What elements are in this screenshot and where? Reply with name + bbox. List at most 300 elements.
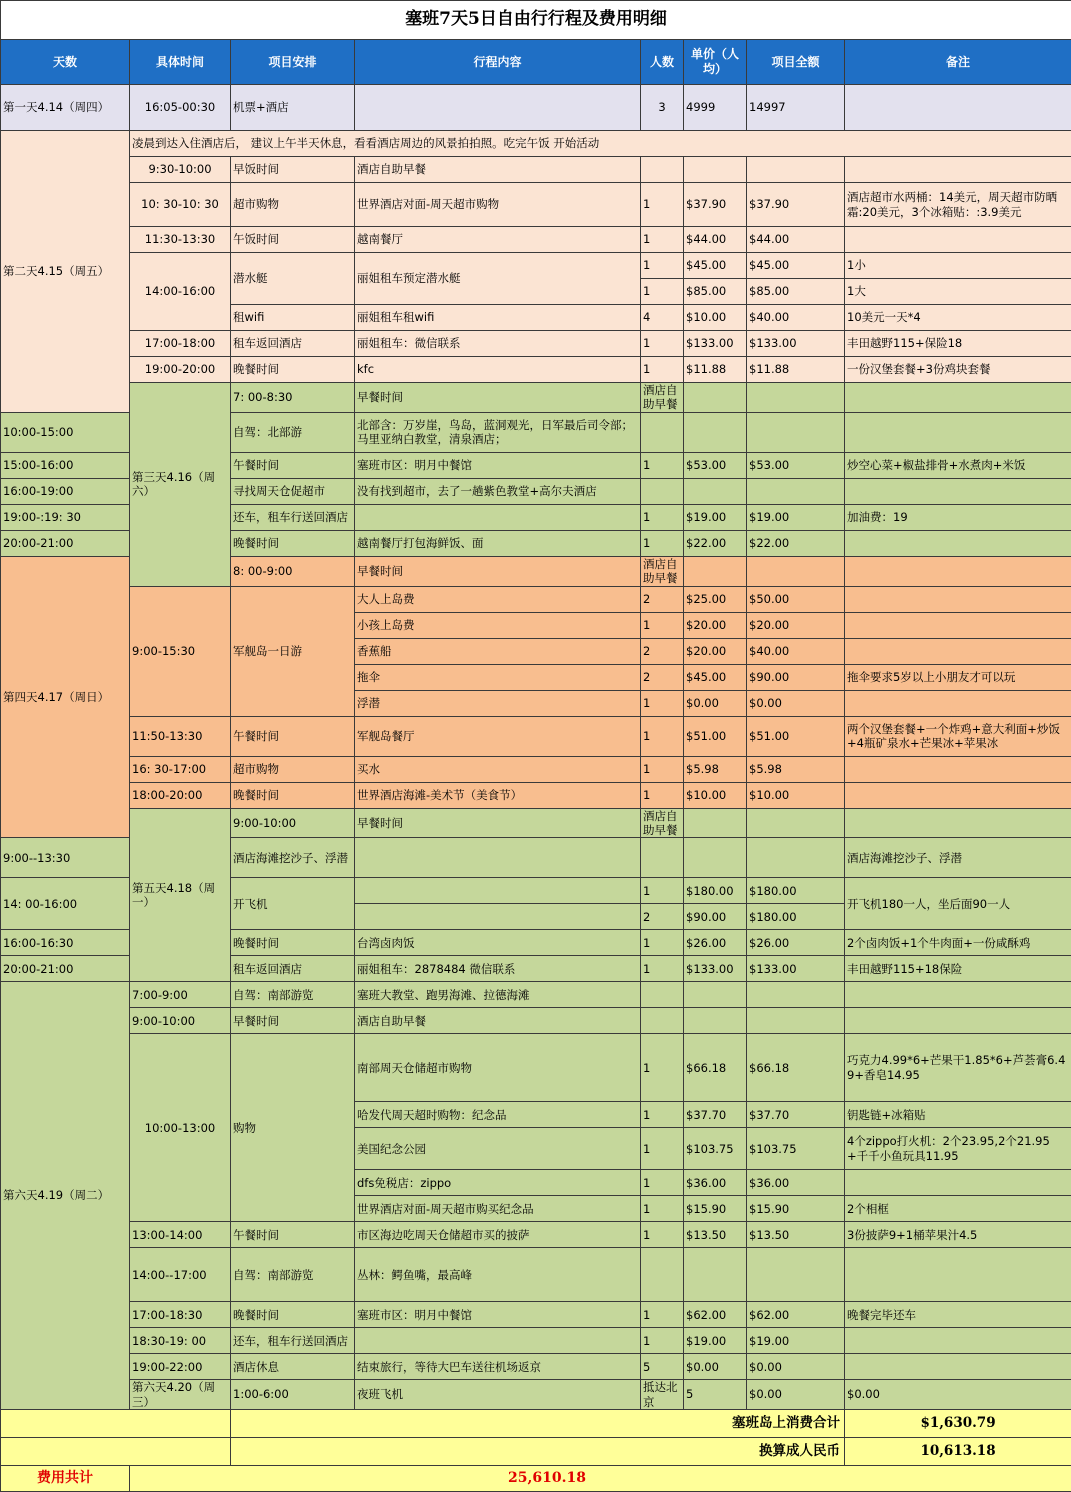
unit-cell: $90.00 (684, 904, 747, 930)
time-cell: 19:00-22:00 (130, 1354, 231, 1380)
time-cell: 14:00-16:00 (130, 253, 231, 331)
time-cell: 10:00-13:00 (130, 1034, 231, 1222)
item-cell: 自驾：南部游览 (231, 1248, 355, 1302)
unit-cell: $5.98 (684, 756, 747, 782)
remark-cell (845, 612, 1071, 638)
content-cell (355, 838, 641, 878)
people-cell: 1 (641, 279, 684, 305)
content-cell: 酒店自助早餐 (641, 383, 684, 413)
remark-cell (845, 1354, 1071, 1380)
day-label: 第二天4.15（周五） (1, 131, 130, 413)
time-cell: 9:30-10:00 (130, 157, 231, 183)
table-row (1, 357, 1071, 383)
rmb-total-label: 换算成人民币 (231, 1438, 845, 1466)
time-cell: 10:00-15:00 (1, 412, 130, 452)
table-row (1, 1222, 1071, 1248)
content-cell: 越南餐厅 (355, 227, 641, 253)
people-cell (684, 808, 747, 838)
remark-cell: 两个汉堡套餐+一个炸鸡+意大利面+炒饭+4瓶矿泉水+芒果冰+苹果冰 (845, 716, 1071, 756)
remark-cell: 巧克力4.99*6+芒果干1.85*6+芦荟膏6.49+香皂14.95 (845, 1034, 1071, 1102)
content-cell: 抵达北京 (641, 1380, 684, 1410)
time-cell: 11:30-13:30 (130, 227, 231, 253)
people-cell (684, 383, 747, 413)
amount-cell: $13.50 (747, 1222, 845, 1248)
day-label: 第一天4.14（周四） (1, 85, 130, 131)
content-cell: 大人上岛费 (355, 586, 641, 612)
remark-cell (845, 1328, 1071, 1354)
table-row (1, 982, 1071, 1008)
content-cell (355, 1328, 641, 1354)
people-cell: 1 (641, 183, 684, 227)
remark-cell: 晚餐完毕还车 (845, 1302, 1071, 1328)
remark-cell: 酒店超市水两桶：14美元，周天超市防晒霜:20美元，3个冰箱贴：:3.9美元 (845, 183, 1071, 227)
item-cell: 早餐时间 (231, 1008, 355, 1034)
unit-cell (684, 1008, 747, 1034)
amount-cell (845, 556, 1071, 586)
table-row (1, 1328, 1071, 1354)
item-cell: 午餐时间 (231, 716, 355, 756)
content-cell: 世界酒店对面-周天超市购物 (355, 183, 641, 227)
remark-cell (845, 982, 1071, 1008)
content-cell: 酒店自助早餐 (641, 556, 684, 586)
amount-cell: $103.75 (747, 1128, 845, 1170)
people-cell: 1 (641, 452, 684, 478)
content-cell: 南部周天仓储超市购物 (355, 1034, 641, 1102)
content-cell: dfs免税店：zippo (355, 1170, 641, 1196)
content-cell (355, 85, 641, 131)
amount-cell: $90.00 (747, 664, 845, 690)
amount-cell: $50.00 (747, 586, 845, 612)
amount-cell: $53.00 (747, 452, 845, 478)
time-cell: 9:00--13:30 (1, 838, 130, 878)
content-cell: 台湾卤肉饭 (355, 930, 641, 956)
item-cell: 超市购物 (231, 183, 355, 227)
people-cell: 1 (641, 1222, 684, 1248)
unit-cell: $10.00 (684, 305, 747, 331)
item-cell: 自驾：北部游 (231, 412, 355, 452)
header-item: 项目安排 (231, 40, 355, 85)
people-cell: 1 (641, 930, 684, 956)
people-cell: 1 (641, 530, 684, 556)
time-cell: 16: 30-17:00 (130, 756, 231, 782)
unit-cell: $45.00 (684, 664, 747, 690)
remark-cell (845, 412, 1071, 452)
unit-cell: $53.00 (684, 452, 747, 478)
people-cell: 1 (641, 504, 684, 530)
item-cell: 晚餐时间 (231, 1302, 355, 1328)
remark-cell (845, 227, 1071, 253)
header-content: 行程内容 (355, 40, 641, 85)
header-unit-price: 单价（人均） (684, 40, 747, 85)
amount-cell: $62.00 (747, 1302, 845, 1328)
item-cell: 午餐时间 (231, 1222, 355, 1248)
time-cell: 13:00-14:00 (130, 1222, 231, 1248)
unit-cell: $0.00 (747, 1380, 845, 1410)
time-cell: 8: 00-9:00 (231, 556, 355, 586)
unit-cell: $13.50 (684, 1222, 747, 1248)
unit-cell: $180.00 (684, 878, 747, 904)
day-label: 第三天4.16（周六） (130, 383, 231, 587)
people-cell: 5 (684, 1380, 747, 1410)
unit-cell (684, 478, 747, 504)
people-cell: 1 (641, 1170, 684, 1196)
amount-cell: $45.00 (747, 253, 845, 279)
people-cell: 1 (641, 1196, 684, 1222)
amount-cell: $19.00 (747, 1328, 845, 1354)
island-total-value: $1,630.79 (845, 1410, 1071, 1438)
unit-cell: $133.00 (684, 956, 747, 982)
remark-cell (845, 478, 1071, 504)
remark-cell: 1大 (845, 279, 1071, 305)
people-cell: 1 (641, 612, 684, 638)
people-cell (641, 838, 684, 878)
people-cell (641, 412, 684, 452)
table-row (1, 716, 1071, 756)
time-cell: 9:00-10:00 (231, 808, 355, 838)
people-cell (641, 157, 684, 183)
table-row (1, 586, 1071, 612)
time-cell: 11:50-13:30 (130, 716, 231, 756)
content-cell: 买水 (355, 756, 641, 782)
unit-cell: $103.75 (684, 1128, 747, 1170)
remark-cell: 1小 (845, 253, 1071, 279)
item-cell: 租wifi (231, 305, 355, 331)
content-cell: 酒店自助早餐 (355, 1008, 641, 1034)
people-cell: 1 (641, 756, 684, 782)
amount-cell: $37.90 (747, 183, 845, 227)
content-cell: 拖伞 (355, 664, 641, 690)
amount-cell: $0.00 (747, 1354, 845, 1380)
remark-cell (845, 1248, 1071, 1302)
grand-total-row (1, 1466, 1071, 1492)
content-cell: 北部含：万岁崖，鸟岛，蓝洞观光，日军最后司令部；马里亚纳白教堂，清泉酒店； (355, 412, 641, 452)
time-cell: 17:00-18:30 (130, 1302, 231, 1328)
item-cell: 早饭时间 (231, 157, 355, 183)
item-cell: 还车，租车行送回酒店 (231, 504, 355, 530)
unit-cell (684, 412, 747, 452)
people-cell: 1 (641, 1102, 684, 1128)
table-row (1, 1034, 1071, 1102)
people-cell: 2 (641, 586, 684, 612)
people-cell: 2 (641, 904, 684, 930)
people-cell: 1 (641, 1128, 684, 1170)
header-row (1, 40, 1071, 85)
content-cell: 丛林：鳄鱼嘴，最高峰 (355, 1248, 641, 1302)
people-cell: 1 (641, 690, 684, 716)
unit-cell: $15.90 (684, 1196, 747, 1222)
table-row (1, 383, 1071, 413)
item-cell: 酒店休息 (231, 1354, 355, 1380)
amount-cell (747, 838, 845, 878)
content-cell: 结束旅行，等待大巴车送往机场返京 (355, 1354, 641, 1380)
remark-cell: 10美元一天*4 (845, 305, 1071, 331)
unit-cell (684, 1248, 747, 1302)
note-cell: 凌晨到达入住酒店后， 建议上午半天休息，看看酒店周边的风景拍拍照。吃完午饭 开始活动 (130, 131, 1071, 157)
item-cell: 还车，租车行送回酒店 (231, 1328, 355, 1354)
content-cell: 越南餐厅打包海鲜饭、面 (355, 530, 641, 556)
item-cell: 夜班飞机 (355, 1380, 641, 1410)
time-cell: 9:00-15:30 (130, 586, 231, 716)
amount-cell: $85.00 (747, 279, 845, 305)
content-cell (355, 504, 641, 530)
time-cell: 15:00-16:00 (1, 452, 130, 478)
people-cell: 1 (641, 357, 684, 383)
content-cell (355, 904, 641, 930)
remark-cell: 钥匙链+冰箱贴 (845, 1102, 1071, 1128)
header-people: 人数 (641, 40, 684, 85)
item-cell: 午饭时间 (231, 227, 355, 253)
amount-cell: $180.00 (747, 878, 845, 904)
time-cell: 14:00--17:00 (130, 1248, 231, 1302)
header-time: 具体时间 (130, 40, 231, 85)
remark-cell (845, 85, 1071, 131)
unit-cell (747, 383, 845, 413)
people-cell (684, 556, 747, 586)
table-row (1, 253, 1071, 279)
amount-cell: $51.00 (747, 716, 845, 756)
remark-cell: 2个相框 (845, 1196, 1071, 1222)
amount-cell: $5.98 (747, 756, 845, 782)
remark-cell: 拖伞要求5岁以上小朋友才可以玩 (845, 664, 1071, 690)
remark-cell (845, 756, 1071, 782)
amount-cell: $40.00 (747, 305, 845, 331)
people-cell: 1 (641, 956, 684, 982)
table-row (1, 227, 1071, 253)
remark-cell (845, 690, 1071, 716)
amount-cell: $22.00 (747, 530, 845, 556)
remark-cell: 3份披萨9+1桶苹果汁4.5 (845, 1222, 1071, 1248)
unit-cell: $19.00 (684, 504, 747, 530)
content-cell: 小孩上岛费 (355, 612, 641, 638)
remark-cell: 开飞机180一人，坐后面90一人 (845, 878, 1071, 930)
table-row (1, 782, 1071, 808)
item-cell: 晚餐时间 (231, 930, 355, 956)
unit-cell: $36.00 (684, 1170, 747, 1196)
day-label: 第五天4.18（周一） (130, 808, 231, 982)
unit-cell: $25.00 (684, 586, 747, 612)
time-cell: 16:05-00:30 (130, 85, 231, 131)
unit-cell (684, 982, 747, 1008)
remark-cell: 炒空心菜+椒盐排骨+水煮肉+米饭 (845, 452, 1071, 478)
item-cell: 酒店海滩挖沙子、浮潜 (231, 838, 355, 878)
content-cell: 塞班市区：明月中餐馆 (355, 452, 641, 478)
people-cell: 1 (641, 1328, 684, 1354)
time-cell: 20:00-21:00 (1, 956, 130, 982)
amount-cell (747, 1248, 845, 1302)
content-cell: 浮潜 (355, 690, 641, 716)
content-cell: 没有找到超市，去了一趟紫色教堂+高尔夫酒店 (355, 478, 641, 504)
time-cell: 16:00-19:00 (1, 478, 130, 504)
amount-cell: $19.00 (747, 504, 845, 530)
remark-cell (845, 1170, 1071, 1196)
people-cell: 2 (641, 638, 684, 664)
content-cell (355, 878, 641, 904)
day-label: 第六天4.19（周二） (1, 982, 130, 1410)
amount-cell: $133.00 (747, 331, 845, 357)
day-label: 第六天4.20（周三） (130, 1380, 231, 1410)
time-cell: 16:00-16:30 (1, 930, 130, 956)
table-row (1, 808, 1071, 838)
amount-cell: $0.00 (845, 1380, 1071, 1410)
time-cell: 20:00-21:00 (1, 530, 130, 556)
unit-cell (747, 808, 845, 838)
content-cell: 丽姐租车：2878484 微信联系 (355, 956, 641, 982)
table-row (1, 1354, 1071, 1380)
remark-cell (845, 586, 1071, 612)
people-cell: 1 (641, 227, 684, 253)
unit-cell (684, 157, 747, 183)
people-cell: 1 (641, 782, 684, 808)
item-cell: 开飞机 (231, 878, 355, 930)
unit-cell: $11.88 (684, 357, 747, 383)
summary-row (1, 1438, 1071, 1466)
item-cell: 早餐时间 (355, 383, 641, 413)
table-row (1, 1380, 1071, 1410)
content-cell: 丽姐租车租wifi (355, 305, 641, 331)
people-cell (641, 1008, 684, 1034)
amount-cell: $0.00 (747, 690, 845, 716)
unit-cell: $51.00 (684, 716, 747, 756)
item-cell: 晚餐时间 (231, 357, 355, 383)
header-remark: 备注 (845, 40, 1071, 85)
amount-cell (845, 808, 1071, 838)
amount-cell: $44.00 (747, 227, 845, 253)
content-cell: 香蕉船 (355, 638, 641, 664)
content-cell: 世界酒店对面-周天超市购买纪念品 (355, 1196, 641, 1222)
remark-cell: 丰田越野115+保险18 (845, 331, 1071, 357)
item-cell: 军舰岛一日游 (231, 586, 355, 716)
remark-cell (845, 782, 1071, 808)
remark-cell (845, 530, 1071, 556)
time-cell: 19:00-:19: 30 (1, 504, 130, 530)
people-cell: 4 (641, 305, 684, 331)
amount-cell: $36.00 (747, 1170, 845, 1196)
item-cell: 晚餐时间 (231, 782, 355, 808)
time-cell: 1:00-6:00 (231, 1380, 355, 1410)
grand-total-value: 25,610.18 (130, 1466, 1071, 1492)
people-cell (641, 1248, 684, 1302)
table-row (1, 157, 1071, 183)
item-cell: 机票+酒店 (231, 85, 355, 131)
content-cell: 丽姐租车预定潜水艇 (355, 253, 641, 305)
amount-cell: $40.00 (747, 638, 845, 664)
unit-cell: $37.90 (684, 183, 747, 227)
time-cell: 17:00-18:00 (130, 331, 231, 357)
item-cell: 购物 (231, 1034, 355, 1222)
table-row (1, 183, 1071, 227)
content-cell: 酒店自助早餐 (355, 157, 641, 183)
remark-cell: 酒店海滩挖沙子、浮潜 (845, 838, 1071, 878)
time-cell: 7:00-9:00 (130, 982, 231, 1008)
amount-cell: $11.88 (747, 357, 845, 383)
remark-cell: 加油费：19 (845, 504, 1071, 530)
amount-cell (747, 157, 845, 183)
amount-cell: $20.00 (747, 612, 845, 638)
unit-cell: $133.00 (684, 331, 747, 357)
unit-cell: 4999 (684, 85, 747, 131)
remark-cell (845, 1008, 1071, 1034)
table-row (1, 1008, 1071, 1034)
time-cell: 14: 00-16:00 (1, 878, 130, 930)
content-cell: 军舰岛餐厅 (355, 716, 641, 756)
content-cell: 美国纪念公园 (355, 1128, 641, 1170)
people-cell: 1 (641, 716, 684, 756)
content-cell: 世界酒店海滩-美术节（美食节） (355, 782, 641, 808)
amount-cell: 14997 (747, 85, 845, 131)
people-cell (641, 982, 684, 1008)
item-cell: 租车返回酒店 (231, 956, 355, 982)
item-cell: 自驾：南部游览 (231, 982, 355, 1008)
people-cell: 1 (641, 331, 684, 357)
amount-cell: $26.00 (747, 930, 845, 956)
unit-cell (747, 556, 845, 586)
page-title: 塞班7天5日自由行行程及费用明细 (1, 1, 1071, 40)
table-row (1, 756, 1071, 782)
time-cell: 7: 00-8:30 (231, 383, 355, 413)
summary-row (1, 1410, 1071, 1438)
header-day: 天数 (1, 40, 130, 85)
rmb-total-value: 10,613.18 (845, 1438, 1071, 1466)
remark-cell: 2个卤肉饭+1个牛肉面+一份咸酥鸡 (845, 930, 1071, 956)
content-cell: 塞班大教堂、跑男海滩、拉德海滩 (355, 982, 641, 1008)
content-cell: 哈发代周天超时购物：纪念品 (355, 1102, 641, 1128)
table-row (1, 331, 1071, 357)
remark-cell: 4个zippo打火机：2个23.95,2个21.95+千千小鱼玩具11.95 (845, 1128, 1071, 1170)
amount-cell: $37.70 (747, 1102, 845, 1128)
unit-cell: $66.18 (684, 1034, 747, 1102)
unit-cell: $20.00 (684, 612, 747, 638)
item-cell: 午餐时间 (231, 452, 355, 478)
content-cell: 塞班市区：明月中餐馆 (355, 1302, 641, 1328)
unit-cell: $22.00 (684, 530, 747, 556)
unit-cell: $0.00 (684, 690, 747, 716)
table-row (1, 85, 1071, 131)
unit-cell (684, 838, 747, 878)
unit-cell: $10.00 (684, 782, 747, 808)
item-cell: 租车返回酒店 (231, 331, 355, 357)
amount-cell (747, 478, 845, 504)
item-cell: 潜水艇 (231, 253, 355, 305)
day-label: 第四天4.17（周日） (1, 556, 130, 838)
people-cell (641, 478, 684, 504)
item-cell: 早餐时间 (355, 808, 641, 838)
people-cell: 2 (641, 664, 684, 690)
people-cell: 1 (641, 878, 684, 904)
people-cell: 1 (641, 253, 684, 279)
remark-cell: 丰田越野115+18保险 (845, 956, 1071, 982)
amount-cell: $15.90 (747, 1196, 845, 1222)
unit-cell: $45.00 (684, 253, 747, 279)
table-row (1, 131, 1071, 157)
table-row (1, 1302, 1071, 1328)
item-cell: 寻找周天仓促超市 (231, 478, 355, 504)
amount-cell: $66.18 (747, 1034, 845, 1102)
amount-cell: $180.00 (747, 904, 845, 930)
people-cell: 5 (641, 1354, 684, 1380)
amount-cell: $133.00 (747, 956, 845, 982)
unit-cell: $26.00 (684, 930, 747, 956)
island-total-label: 塞班岛上消费合计 (231, 1410, 845, 1438)
unit-cell: $0.00 (684, 1354, 747, 1380)
amount-cell (747, 1008, 845, 1034)
remark-cell (845, 157, 1071, 183)
remark-cell: 一份汉堡套餐+3份鸡块套餐 (845, 357, 1071, 383)
item-cell: 早餐时间 (355, 556, 641, 586)
item-cell: 超市购物 (231, 756, 355, 782)
unit-cell: $20.00 (684, 638, 747, 664)
time-cell: 10: 30-10: 30 (130, 183, 231, 227)
content-cell: kfc (355, 357, 641, 383)
